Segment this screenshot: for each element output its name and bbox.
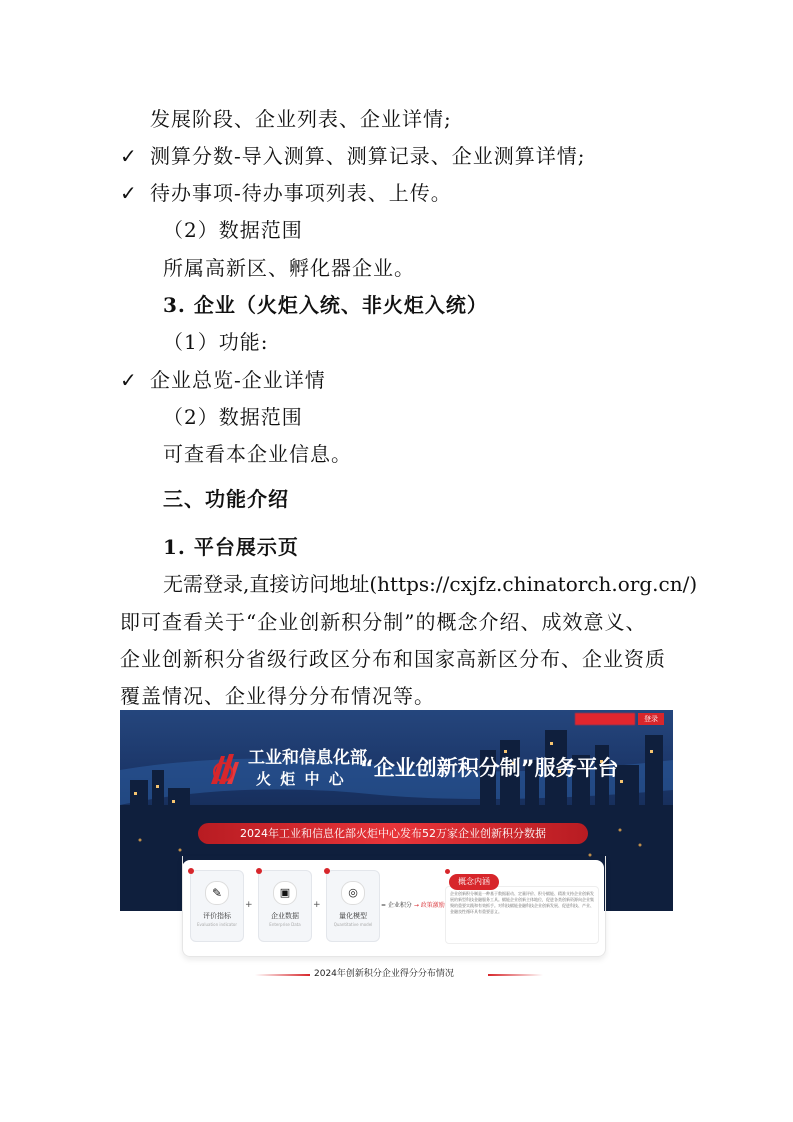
concept-text: 企业创新积分制是一种基于数据驱动、定量评价、积分赋能、精准支持企业创新发展的新型科技金融服务工具。赋能企业创新主体地位，促进各类创新资源向企业集聚的重要实践和有效抓手。对科技赋能金融科技企业创新发展、促进科技、产业、金融良性循环具有重要意义。 <box>450 891 594 914</box>
divider-left <box>255 974 310 976</box>
card-subtitle: Evaluation indicator <box>197 922 237 927</box>
section-heading: 3. 企业（火炬入统、非火炬入统） <box>163 293 488 317</box>
org-name: 工业和信息化部 <box>248 748 367 768</box>
card-quant-model[interactable] <box>326 870 380 942</box>
plus-icon: + <box>245 900 253 910</box>
text-line: （2）数据范围 <box>163 218 303 242</box>
dot-icon <box>445 869 450 874</box>
login-button[interactable]: 登录 <box>638 713 664 725</box>
text-line: 发展阶段、企业列表、企业详情; <box>150 107 452 131</box>
card-title: 企业数据 <box>271 912 299 920</box>
platform-title: “企业创新积分制”服务平台 <box>360 756 619 780</box>
section-heading: 三、功能介绍 <box>163 487 289 511</box>
card-evaluation[interactable] <box>190 870 244 942</box>
user-info-redacted <box>575 713 635 725</box>
torch-logo-icon <box>205 750 245 786</box>
edit-icon: ✎ <box>205 881 229 905</box>
text-line: 可查看本企业信息。 <box>163 442 352 466</box>
distribution-section-title: 2024年创新积分企业得分分布情况 <box>314 969 454 979</box>
formula-text: = 企业积分 → 政策激励 <box>381 902 445 909</box>
text-line: 即可查看关于“企业创新积分制”的概念介绍、成效意义、 <box>120 610 647 634</box>
text-line: （1）功能: <box>163 330 269 354</box>
check-icon: ✓ <box>120 368 137 392</box>
announcement-banner: 2024年工业和信息化部火炬中心发布52万家企业创新积分数据 <box>198 823 588 844</box>
card-title: 评价指标 <box>203 912 231 920</box>
tab-concept[interactable]: 概念内涵 <box>449 874 499 890</box>
target-icon: ◎ <box>341 881 365 905</box>
card-title: 量化模型 <box>339 912 367 920</box>
chart-icon: ▣ <box>273 881 297 905</box>
text-line: 待办事项-待办事项列表、上传。 <box>150 181 452 205</box>
card-subtitle: Enterprise Data <box>269 922 301 927</box>
check-icon: ✓ <box>120 144 137 168</box>
text-line: 覆盖情况、企业得分分布情况等。 <box>120 684 435 708</box>
text-line: 测算分数-导入测算、测算记录、企业测算详情; <box>150 144 586 168</box>
card-enterprise-data[interactable] <box>258 870 312 942</box>
text-line: 企业总览-企业详情 <box>150 368 326 392</box>
text-line: 企业创新积分省级行政区分布和国家高新区分布、企业资质 <box>120 647 666 671</box>
section-heading: 1. 平台展示页 <box>163 535 299 559</box>
divider-right <box>488 974 543 976</box>
check-icon: ✓ <box>120 181 137 205</box>
card-subtitle: Quantitative model <box>333 922 373 927</box>
text-line: （2）数据范围 <box>163 405 303 429</box>
concept-box <box>445 886 599 944</box>
plus-icon: + <box>313 900 321 910</box>
text-line: 无需登录,直接访问地址(https://cxjfz.chinatorch.org.cn/) <box>163 572 698 596</box>
text-line: 所属高新区、孵化器企业。 <box>163 256 415 280</box>
org-subname: 火 炬 中 心 <box>256 770 346 788</box>
